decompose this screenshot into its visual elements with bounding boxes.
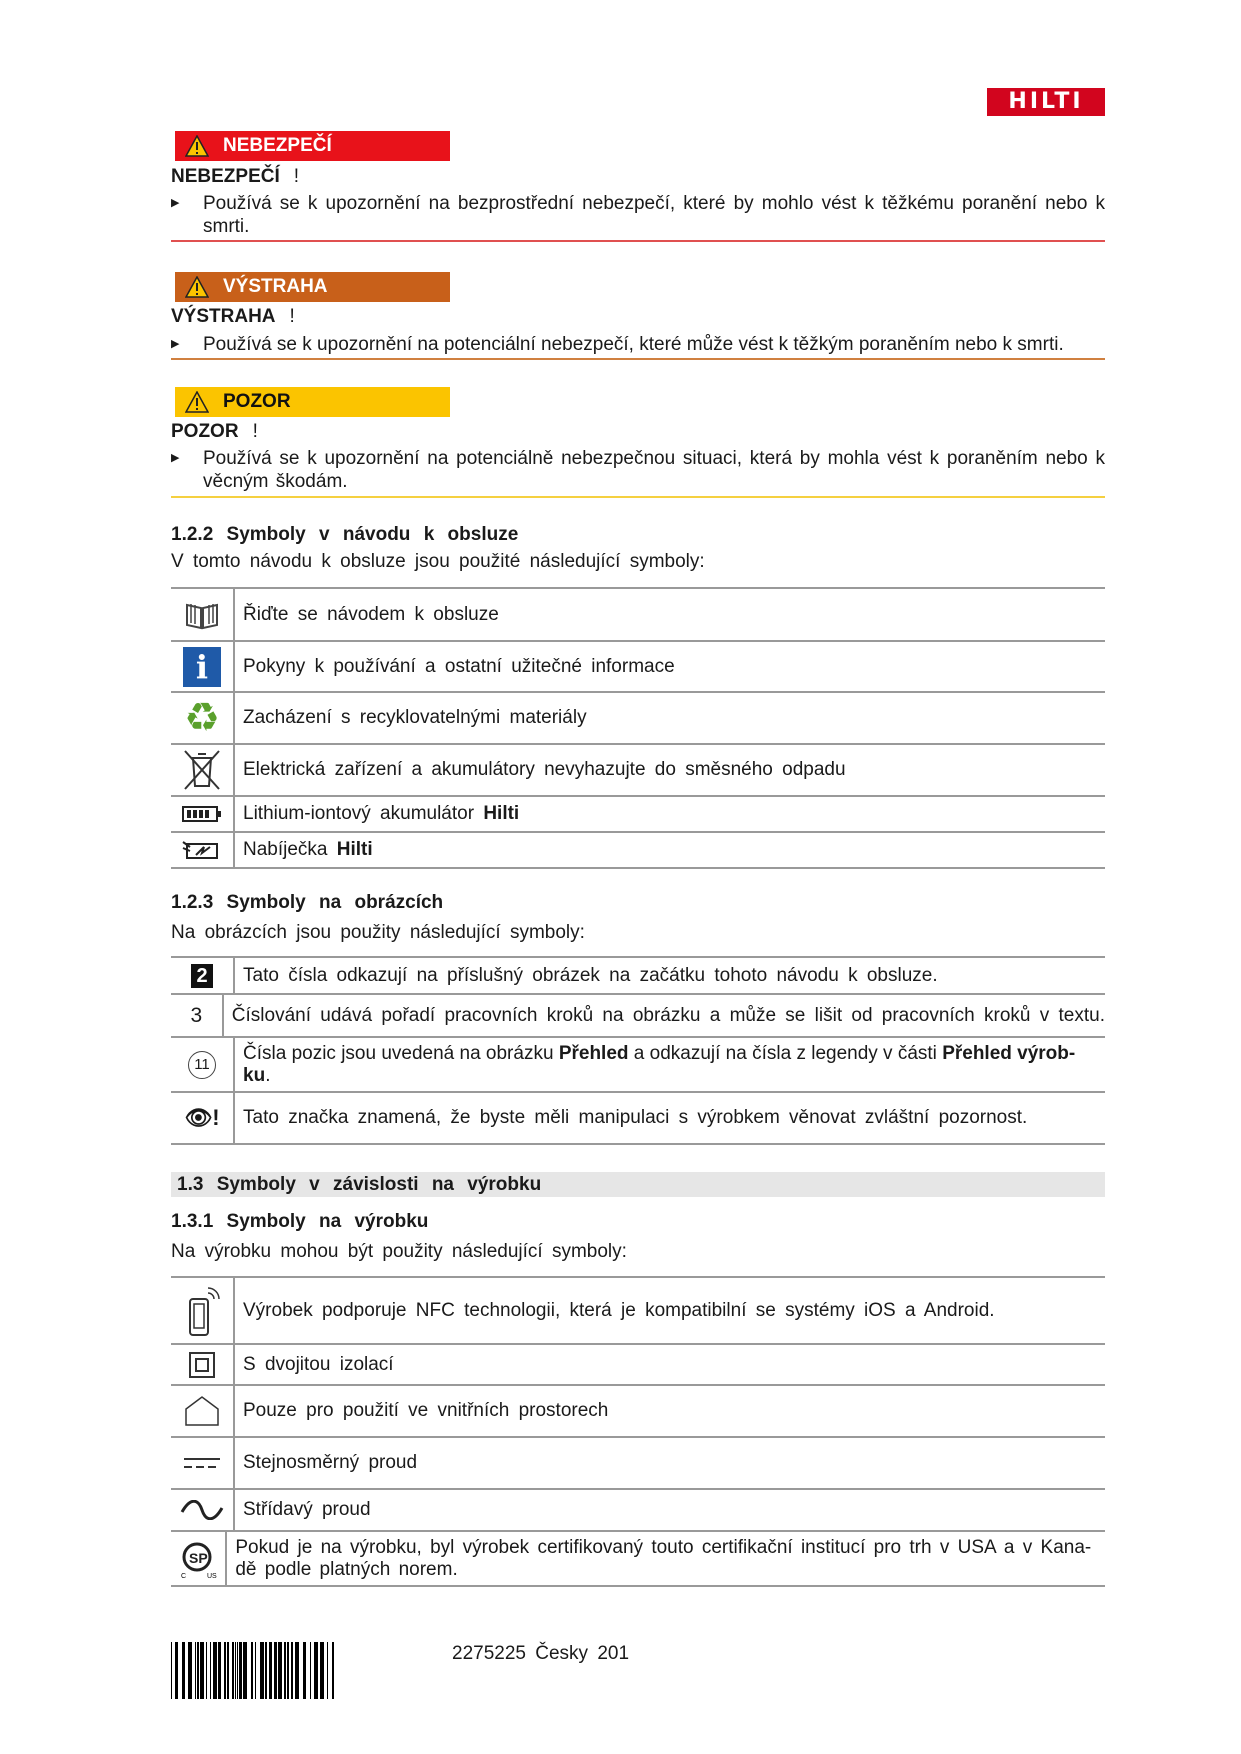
csa-icon: [179, 1539, 217, 1579]
table-row: Pouze pro použití ve vnitřních prostorech: [171, 1386, 1105, 1438]
signal-label: POZOR: [223, 391, 291, 412]
section-heading: 1.2.2 Symboly v návodu k obsluze: [171, 524, 519, 545]
section-intro: Na výrobku mohou být použity následující symboly:: [171, 1241, 627, 1262]
divider: [171, 496, 1105, 498]
svg-text:SP: SP: [189, 1549, 208, 1566]
table-row: S dvojitou izolací: [171, 1345, 1105, 1386]
danger-signal-box: [175, 131, 450, 161]
warning-triangle-icon: [185, 135, 209, 157]
table-row: 11 Čísla pozic jsou uvedená na obrázku Přehled a odkazují na čísla z legendy v části Přehled výrob-ku.: [171, 1038, 1105, 1093]
section-bar: 1.3 Symboly v závislosti na výrobku: [171, 1172, 1105, 1197]
bullet-item: ▶ Používá se k upozornění na potenciálně nebezpečnou situaci, která by mohla vést k poraněním nebo k věcným škodám.: [171, 448, 1105, 492]
table-row: i Pokyny k používání a ostatní užitečné informace: [171, 642, 1105, 693]
bullet-item: ▶ Používá se k upozornění na potenciální nebezpečí, které může vést k těžkým poraněním nebo k smrti.: [171, 334, 1064, 355]
section-intro: V tomto návodu k obsluze jsou použité následující symboly:: [171, 551, 705, 572]
double-insulation-icon: [188, 1351, 216, 1379]
barcode: [171, 1642, 429, 1699]
position-number-icon: 11: [188, 1051, 216, 1079]
recycle-icon: ♻: [184, 696, 220, 740]
signal-label: VÝSTRAHA: [223, 276, 328, 297]
table-row: Střídavý proud: [171, 1490, 1105, 1532]
symbols-table-manual: [171, 587, 1105, 869]
nfc-phone-icon: [184, 1283, 220, 1339]
crossed-bin-icon: [182, 748, 222, 792]
table-row: Stejnosměrný proud: [171, 1438, 1105, 1490]
signal-heading: NEBEZPEČÍ !: [171, 166, 300, 187]
charger-icon: [182, 839, 222, 861]
symbols-table-product: [171, 1276, 1105, 1587]
svg-text:US: US: [207, 1572, 217, 1579]
signal-heading: VÝSTRAHA !: [171, 306, 295, 327]
table-row: 👁! Tato značka znamená, že byste měli manipulaci s výrobkem věnovat zvláštní pozornost.: [171, 1093, 1105, 1145]
table-row: 2 Tato čísla odkazují na příslušný obrázek na začátku tohoto návodu k obsluze.: [171, 958, 1105, 995]
symbols-table-figures: [171, 956, 1105, 1145]
ac-icon: [180, 1500, 224, 1520]
page-footer: 2275225 Česky 201: [452, 1643, 630, 1664]
indoor-house-icon: [184, 1395, 220, 1427]
warning-signal-box: [175, 272, 450, 302]
bullet-arrow-icon: ▶: [171, 452, 180, 464]
section-heading: 1.2.3 Symboly na obrázcích: [171, 892, 444, 913]
info-icon: i: [183, 647, 221, 687]
battery-icon: [182, 805, 222, 823]
figure-number-icon: 2: [191, 964, 212, 988]
bullet-arrow-icon: ▶: [171, 197, 180, 209]
caution-signal-box: [175, 387, 450, 417]
hilti-logo: HILTI: [987, 88, 1105, 116]
table-row: Lithium-iontový akumulátor Hilti: [171, 797, 1105, 833]
table-row: SP C US Pokud je na výrobku, byl výrobek certifikovaný touto certifikační institucí pro trh v USA a v Kana-dě podle platných norem.: [171, 1532, 1105, 1587]
table-row: ♻ Zacházení s recyklovatelnými materiály: [171, 693, 1105, 745]
warning-triangle-icon: [185, 276, 209, 298]
signal-heading: POZOR !: [171, 421, 258, 442]
dc-icon: [182, 1456, 222, 1470]
divider: [171, 240, 1105, 242]
section-heading: 1.3.1 Symboly na výrobku: [171, 1211, 429, 1232]
table-row: 3 Číslování udává pořadí pracovních kroků na obrázku a může se lišit od pracovních kroků v textu.: [171, 995, 1105, 1038]
eye-warning-icon: 👁!: [184, 1105, 220, 1130]
table-row: Řiďte se návodem k obsluze: [171, 589, 1105, 642]
book-icon: [184, 600, 220, 630]
table-row: Výrobek podporuje NFC technologii, která je kompatibilní se systémy iOS a Android.: [171, 1278, 1105, 1345]
table-row: Nabíječka Hilti: [171, 833, 1105, 869]
section-intro: Na obrázcích jsou použity následující symboly:: [171, 922, 585, 943]
warning-triangle-icon: [185, 391, 209, 413]
svg-text:C: C: [181, 1572, 187, 1579]
step-number-icon: 3: [190, 1003, 203, 1027]
divider: [171, 358, 1105, 360]
bullet-arrow-icon: ▶: [171, 338, 180, 350]
table-row: Elektrická zařízení a akumulátory nevyhazujte do směsného odpadu: [171, 745, 1105, 797]
bullet-item: ▶ Používá se k upozornění na bezprostřední nebezpečí, které by mohlo vést k těžkému poranění nebo k smrti.: [171, 193, 1105, 237]
signal-label: NEBEZPEČÍ: [223, 135, 332, 156]
